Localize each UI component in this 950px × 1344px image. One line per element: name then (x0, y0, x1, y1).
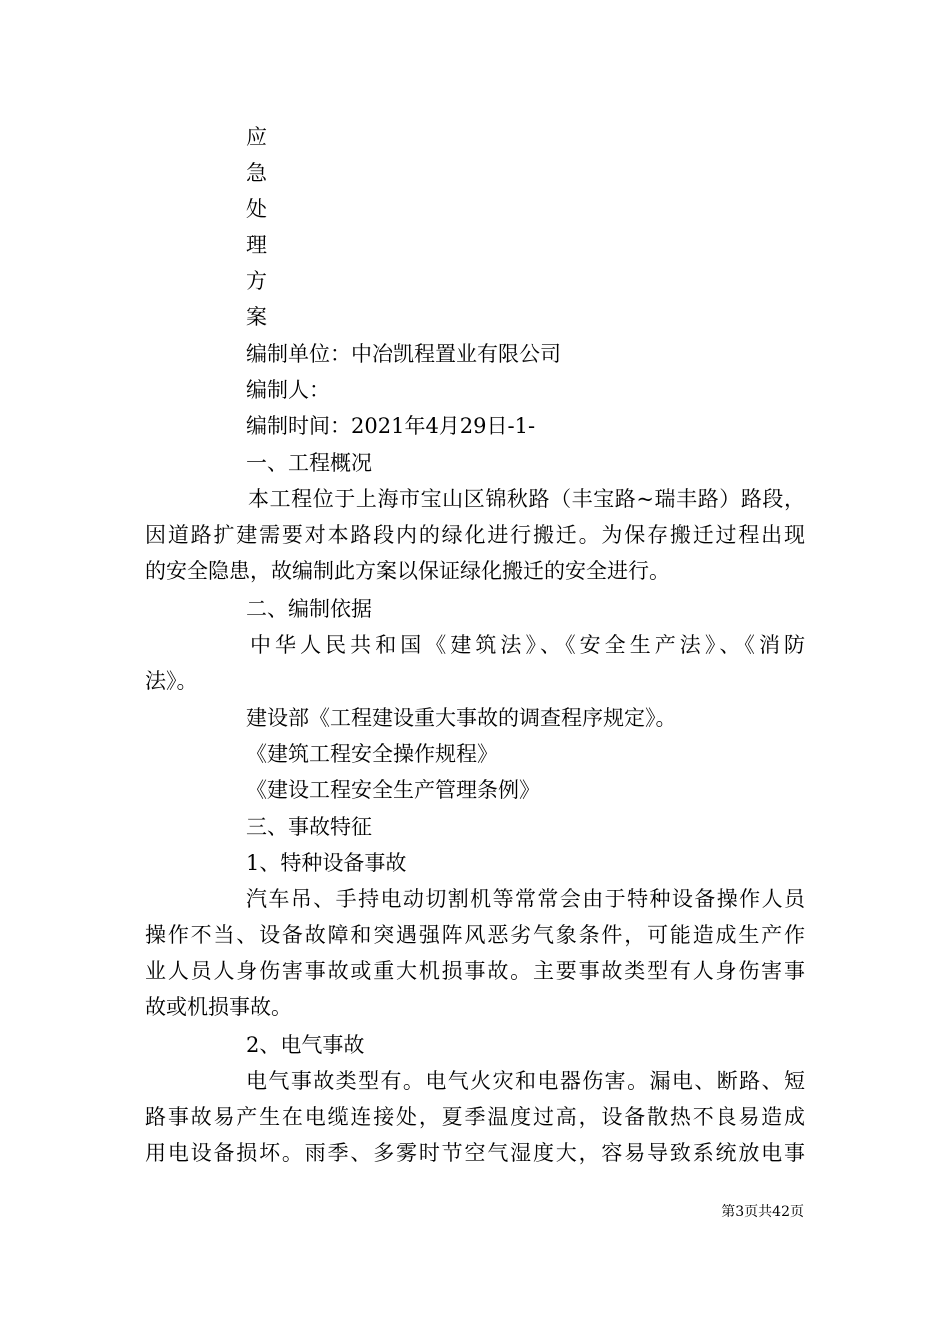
title-char: 急 (246, 161, 267, 185)
compile-time: 编制时间：2021年4月29日-1- (246, 414, 536, 438)
paragraph-line: 故或机损事故。 (145, 995, 292, 1019)
subsection-heading: 1、特种设备事故 (246, 851, 407, 875)
paragraph-line: 的安全隐患，故编制此方案以保证绿化搬迁的安全进行。 (145, 559, 670, 583)
paragraph-line: 路事故易产生在电缆连接处，夏季温度过高，设备散热不良易造成 (145, 1105, 805, 1129)
paragraph-line: 操作不当、设备故障和突遇强阵风恶劣气象条件，可能造成生产作 (145, 923, 805, 947)
subsection-heading: 2、电气事故 (246, 1033, 365, 1057)
paragraph-line: 业人员人身伤害事故或重大机损事故。主要事故类型有人身伤害事 (145, 959, 805, 983)
section-heading: 一、工程概况 (246, 451, 372, 475)
reference-item: 《建筑工程安全操作规程》 (246, 742, 498, 766)
reference-item: 《建设工程安全生产管理条例》 (246, 778, 540, 802)
paragraph-line: 法》。 (145, 669, 198, 693)
paragraph-line: 中华人民共和国《建筑法》、《安全生产法》、《消防 (250, 633, 805, 657)
title-char: 应 (246, 125, 267, 149)
compile-person: 编制人： (246, 378, 330, 402)
paragraph-line: 本工程位于上海市宝山区锦秋路（丰宝路~瑞丰路）路段， (248, 487, 805, 511)
section-heading: 二、编制依据 (246, 597, 372, 621)
paragraph-line: 电气事故类型有。电气火灾和电器伤害。漏电、断路、短 (246, 1069, 805, 1093)
title-char: 案 (246, 305, 267, 329)
section-heading: 三、事故特征 (246, 815, 372, 839)
title-char: 方 (246, 269, 267, 293)
paragraph-line: 因道路扩建需要对本路段内的绿化进行搬迁。为保存搬迁过程出现 (145, 523, 805, 547)
paragraph-line: 用电设备损坏。雨季、多雾时节空气湿度大，容易导致系统放电事 (145, 1141, 805, 1165)
page-number: 第3页共42页 (721, 1204, 804, 1220)
paragraph-line: 汽车吊、手持电动切割机等常常会由于特种设备操作人员 (246, 887, 805, 911)
compile-unit: 编制单位：中冶凯程置业有限公司 (246, 342, 561, 366)
title-char: 理 (246, 233, 267, 257)
reference-item: 建设部《工程建设重大事故的调查程序规定》。 (246, 706, 677, 730)
title-char: 处 (246, 197, 267, 221)
